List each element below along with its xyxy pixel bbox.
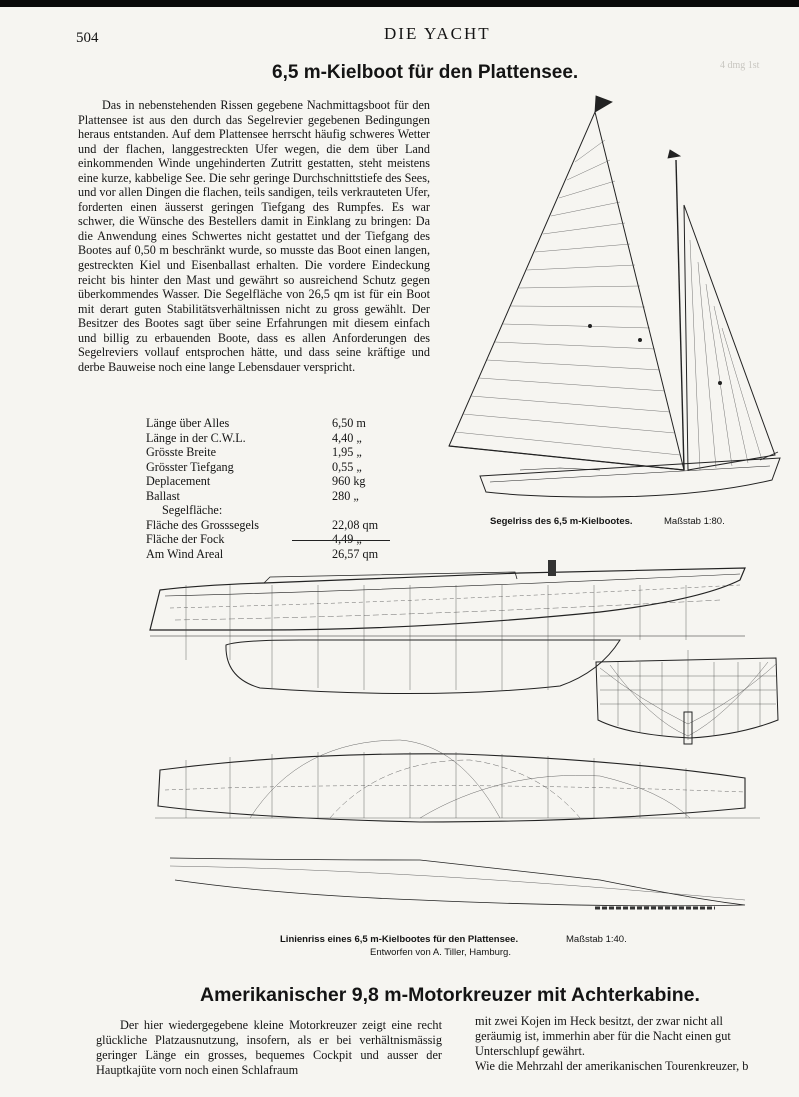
faint-mark: 4 dmg 1st [720,60,760,71]
lines-plan-body [596,650,778,744]
spec-value: 4,49 „ [332,532,362,546]
sail-plan-scale: Maßstab 1:80. [664,516,725,527]
text-line: Unterschlupf gewährt. [475,1044,585,1059]
article-2-left-column: Der hier wiedergegebene kleine Motorkreuzer zeigt eine recht glückliche Platzausnutzung, insofern, als er bei verhältnismässig geringer Länge ein grosses, bequemes Cockpit und ausser der Hauptkajüte vorn noch einen Schlafraum [96,1018,442,1078]
lines-plan-caption: Linienriss eines 6,5 m-Kielbootes für den Plattensee. [280,934,519,945]
running-head: DIE YACHT [384,24,491,43]
spec-label: Länge über Alles [146,416,230,430]
spec-value: 0,55 „ [332,459,362,474]
sail-plan-caption: Segelriss des 6,5 m-Kielbootes. [490,516,633,527]
spec-value: 1,95 „ [332,445,362,459]
spec-value: 6,50 m [332,416,366,430]
intro-paragraph: Das in nebenstehenden Rissen gegebene Nachmittagsboot für den Plattensee ist aus den durch das Segelrevier gegebenen Bedingungen heraus entstanden. Auf dem Plattensee herrscht häufig schweres Wetter und der flachen, langgestreckten Ufer wegen, die dem über Land einkommenden Winde ungehinderten Zutritt gestatten, steht meistens eine kurze, kabbelige See. Die sehr geringe Durchschnittstiefe des Sees, und vor allen Dingen die flachen, teils sandigen, teils verkrauteten Ufer, forderten einen äusserst geringen Tiefgang des Rumpfes. Es war schwer, die Wünsche des Bestellers damit in Einklang zu bringen: Da die Anwendung eines Schwertes nicht gestattet und der Tiefgang des Bootes auf 0,50 m beschränkt wurde, so musste das Boot einen langen, gestreckten Kiel und Eisenballast erhalten. Die vordere Eindeckung reicht bis hinter den Mast und gewährt so ausreichend Schutz gegen überkommendes Wasser. Die Segelfläche von 26,5 qm ist für ein Boot mit derart guten Stabilitätsverhältnissen nicht zu gross gewählt. Der Besitzer des Bootes sagt über seine Erfahrungen mit diesem einfach und billig zu erbauenden Boote, dass es allen Anforderungen des Segelreviers vollauf entsprochen hätte, und dass seine kräftige und derbe Bauweise noch eine lange Lebensdauer verspricht. [78,98,430,374]
lines-plan-profile [150,560,745,694]
text-line: geräumig ist, immerhin aber für die Nacht einen gut [475,1029,731,1044]
spec-label: Am Wind Areal [146,546,224,561]
designer-credit: Entworfen von A. Tiller, Hamburg. [370,947,511,958]
spec-value: 26,57 qm [332,546,379,561]
spec-label: Grösster Tiefgang [146,459,234,474]
article-2-title: Amerikanischer 9,8 m-Motorkreuzer mit Achterkabine. [200,984,700,1006]
sail-plan-drawing [449,96,780,497]
article-2-right-column [475,1014,799,1074]
spec-label: Ballast [146,488,180,503]
spec-value: 280 „ [332,488,359,503]
spec-label: Fläche der Fock [146,532,225,546]
spec-label: Fläche des Grosssegels [146,517,260,532]
spec-value: 4,40 „ [332,430,362,445]
sail-heading: Segelfläche: [162,503,223,517]
spec-value: 22,08 qm [332,517,379,532]
text-line: mit zwei Kojen im Heck besitzt, der zwar nicht all [475,1014,723,1028]
spec-label: Grösste Breite [146,445,217,459]
page-number: 504 [76,30,99,46]
article-title: 6,5 m-Kielboot für den Plattensee. [272,62,579,83]
spec-value: 960 kg [332,474,366,488]
text-line: Wie die Mehrzahl der amerikanischen Tourenkreuzer, b [475,1059,749,1074]
lines-plan-half-breadth [155,740,760,908]
spec-label: Länge in der C.W.L. [146,430,246,445]
spec-label: Deplacement [146,474,211,488]
lines-plan-scale: Maßstab 1:40. [566,934,627,945]
